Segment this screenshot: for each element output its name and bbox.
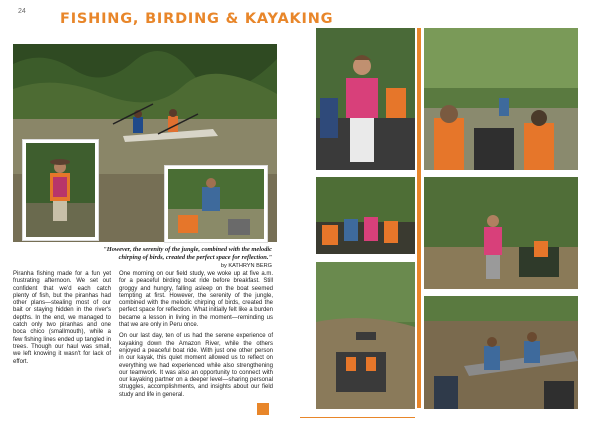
accent-divider [417, 28, 421, 408]
page-number: 24 [18, 8, 26, 15]
article-column-1: Piranha fishing made for a fun yet frustrating afternoon. We set out confident that we'd each catch plenty of fish, but the piranhas had other plans—stealing most of our bait or staying hidden in the river's depths. In the end, we managed to catch only two piranhas and one boca chico (smallmouth), while a few fishing lines ended up tangled in trees. Though our haul was small, we left knowing it wasn't for lack of effort. [13, 271, 111, 365]
article-paragraph-2: On our last day, ten of us had the serene experience of kayaking down the Amazon River, while the others enjoyed a peaceful boat ride. With just one other person in our kayak, this quiet moment allowed us to reflect on everything we had experienced while also strengthening our teamwork. It was also an opportunity to connect with our kayaking partner on a deeper level—sharing personal struggles, accomplishments, and insights about our field study and life in general. [119, 333, 273, 398]
photo-man-binoculars [165, 166, 267, 242]
photo-woman-standing-boat [424, 177, 578, 289]
photo-kayakers-paddling [424, 296, 578, 409]
footer-accent-line [300, 417, 415, 418]
photo-woman-hat-boat [23, 140, 98, 240]
photo-river-boats-aerial [316, 262, 415, 409]
author-byline: by KATHRYN BERG [220, 263, 272, 269]
page-title: FISHING, BIRDING & KAYAKING [60, 11, 334, 27]
article-column-2 [119, 271, 273, 399]
article-paragraph-1: One morning on our field study, we woke up at five a.m. for a peaceful birding boat ride before breakfast. Still groggy and hungry, falling asleep on the boat seemed tempting at first. However, the serenity of the jungle, combined with the melodic chirping of birds, created the perfect space for reflection. What initially felt like a burden became a lesson in living in the moment—reminding us that we are only in Peru once. [119, 271, 273, 329]
photo-woman-pink-top [316, 28, 415, 170]
pull-quote: "However, the serenity of the jungle, combined with the melodic chirping of birds, created the perfect space for reflection." [103, 246, 272, 261]
photo-group-in-boat [316, 177, 415, 254]
photo-boat-group-forest [424, 28, 578, 170]
corner-accent [257, 403, 269, 415]
